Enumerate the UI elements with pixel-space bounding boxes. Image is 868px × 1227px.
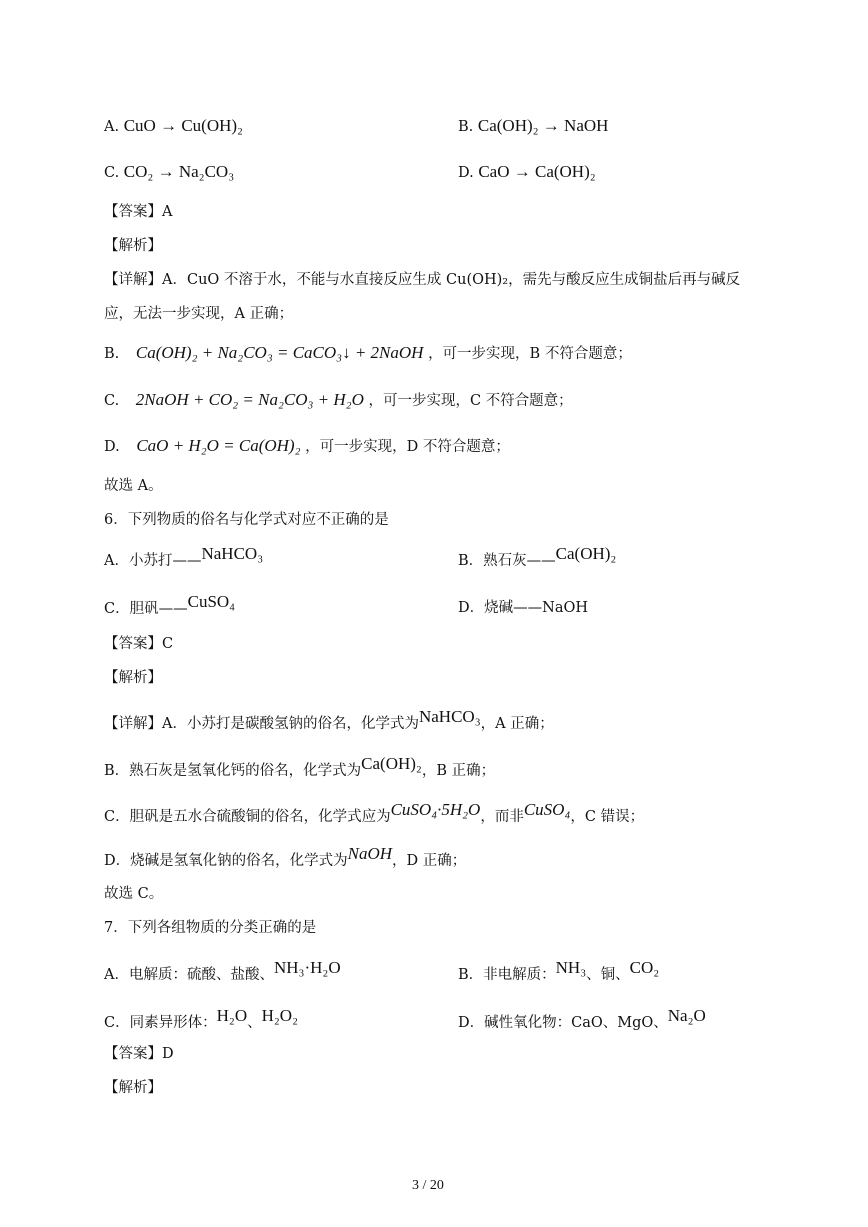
q6-detail-b-formula: Ca(OH)₂	[361, 754, 422, 773]
q6-option-c: C．胆矾——CuSO₄	[104, 592, 236, 617]
q5-option-b-formula: Ca(OH)₂ → NaOH	[477, 116, 609, 135]
q7-stem: 7．下列各组物质的分类正确的是	[104, 920, 317, 936]
q5-option-a: A. CuO → Cu(OH)₂	[104, 116, 243, 135]
q6-option-b: B．熟石灰——Ca(OH)₂	[458, 544, 617, 569]
q7-option-b-formula-2: CO₂	[629, 958, 660, 977]
q6-option-c-formula: CuSO₄	[187, 592, 236, 611]
q5-option-a-formula: CuO → Cu(OH)₂	[123, 116, 243, 135]
q7-option-a-formula: NH₃·H₂O	[273, 958, 341, 977]
q6-option-a-formula: NaHCO₃	[201, 544, 264, 563]
q6-detail-d: D．烧碱是氢氧化钠的俗名，化学式为NaOH，D 正确；	[104, 844, 467, 869]
q5-detail-line-1: 【详解】A．CuO 不溶于水，不能与水直接反应生成 Cu(OH)₂，需先与酸反应生成铜盐后再与碱反	[104, 272, 741, 288]
q5-detail-c: C. 2NaOH + CO₂ = Na₂CO₃ + H₂O ，可一步实现，C 不符合题意；	[104, 390, 573, 409]
q6-detail-d-formula: NaOH	[347, 844, 393, 863]
q5-analysis-heading: 【解析】	[104, 238, 162, 254]
q7-option-a: A．电解质：硫酸、盐酸、NH₃·H₂O	[104, 958, 341, 983]
q7-option-c-formula-2: H₂O₂	[261, 1006, 299, 1025]
q5-conclusion: 故选 A。	[104, 478, 163, 494]
q6-detail-a-formula: NaHCO₃	[418, 707, 481, 726]
q7-option-b: B．非电解质：NH₃、铜、CO₂	[458, 958, 660, 983]
q6-option-b-formula: Ca(OH)₂	[555, 544, 617, 563]
q6-analysis-heading: 【解析】	[104, 670, 162, 686]
page-number: 3 / 20	[412, 1178, 444, 1193]
q5-option-d: D. CaO → Ca(OH)₂	[458, 162, 596, 181]
q6-detail-c-formula-2: CuSO₄	[523, 800, 571, 819]
q7-option-c: C．同素异形体：H₂O、H₂O₂	[104, 1006, 299, 1031]
q6-conclusion: 故选 C。	[104, 886, 164, 902]
q7-option-b-formula-1: NH₃	[555, 958, 587, 977]
q6-detail-a: 【详解】A．小苏打是碳酸氢钠的俗名，化学式为NaHCO₃，A 正确；	[104, 707, 554, 732]
q6-detail-b: B．熟石灰是氢氧化钙的俗名，化学式为Ca(OH)₂，B 正确；	[104, 754, 496, 779]
q6-option-d: D．烧碱——NaOH	[458, 600, 588, 616]
q6-option-a: A．小苏打——NaHCO₃	[104, 544, 264, 569]
q5-option-d-formula: CaO → Ca(OH)₂	[478, 162, 596, 181]
q5-detail-b: B. Ca(OH)₂ + Na₂CO₃ = CaCO₃↓ + 2NaOH ，可一步实现，B 不符合题意；	[104, 343, 632, 362]
q6-detail-c: C．胆矾是五水合硫酸铜的俗名，化学式应为CuSO₄·5H₂O，而非CuSO₄，C 错误；	[104, 800, 645, 825]
q5-option-c-formula: CO₂ → Na₂CO₃	[123, 162, 235, 181]
q5-option-c: C. CO₂ → Na₂CO₃	[104, 162, 235, 181]
q5-detail-line-2: 应，无法一步实现，A 正确；	[104, 306, 294, 322]
q5-detail-c-equation: 2NaOH + CO₂ = Na₂CO₃ + H₂O	[135, 390, 364, 409]
q7-answer: 【答案】D	[104, 1046, 174, 1062]
q6-answer: 【答案】C	[104, 636, 174, 652]
q7-option-d-formula: Na₂O	[667, 1006, 706, 1025]
q7-option-d: D．碱性氧化物：CaO、MgO、Na₂O	[458, 1006, 706, 1031]
q7-analysis-heading: 【解析】	[104, 1080, 162, 1096]
q5-option-b: B. Ca(OH)₂ → NaOH	[458, 116, 609, 135]
q5-detail-b-equation: Ca(OH)₂ + Na₂CO₃ = CaCO₃↓ + 2NaOH	[135, 343, 424, 362]
q5-detail-d-equation: CaO + H₂O = Ca(OH)₂	[136, 436, 301, 455]
q7-option-c-formula-1: H₂O	[216, 1006, 248, 1025]
q6-stem: 6．下列物质的俗名与化学式对应不正确的是	[104, 512, 389, 528]
q6-detail-c-formula: CuSO₄·5H₂O	[390, 800, 481, 819]
q5-answer: 【答案】A	[104, 204, 173, 220]
q5-detail-d: D. CaO + H₂O = Ca(OH)₂ ，可一步实现，D 不符合题意；	[104, 436, 510, 455]
